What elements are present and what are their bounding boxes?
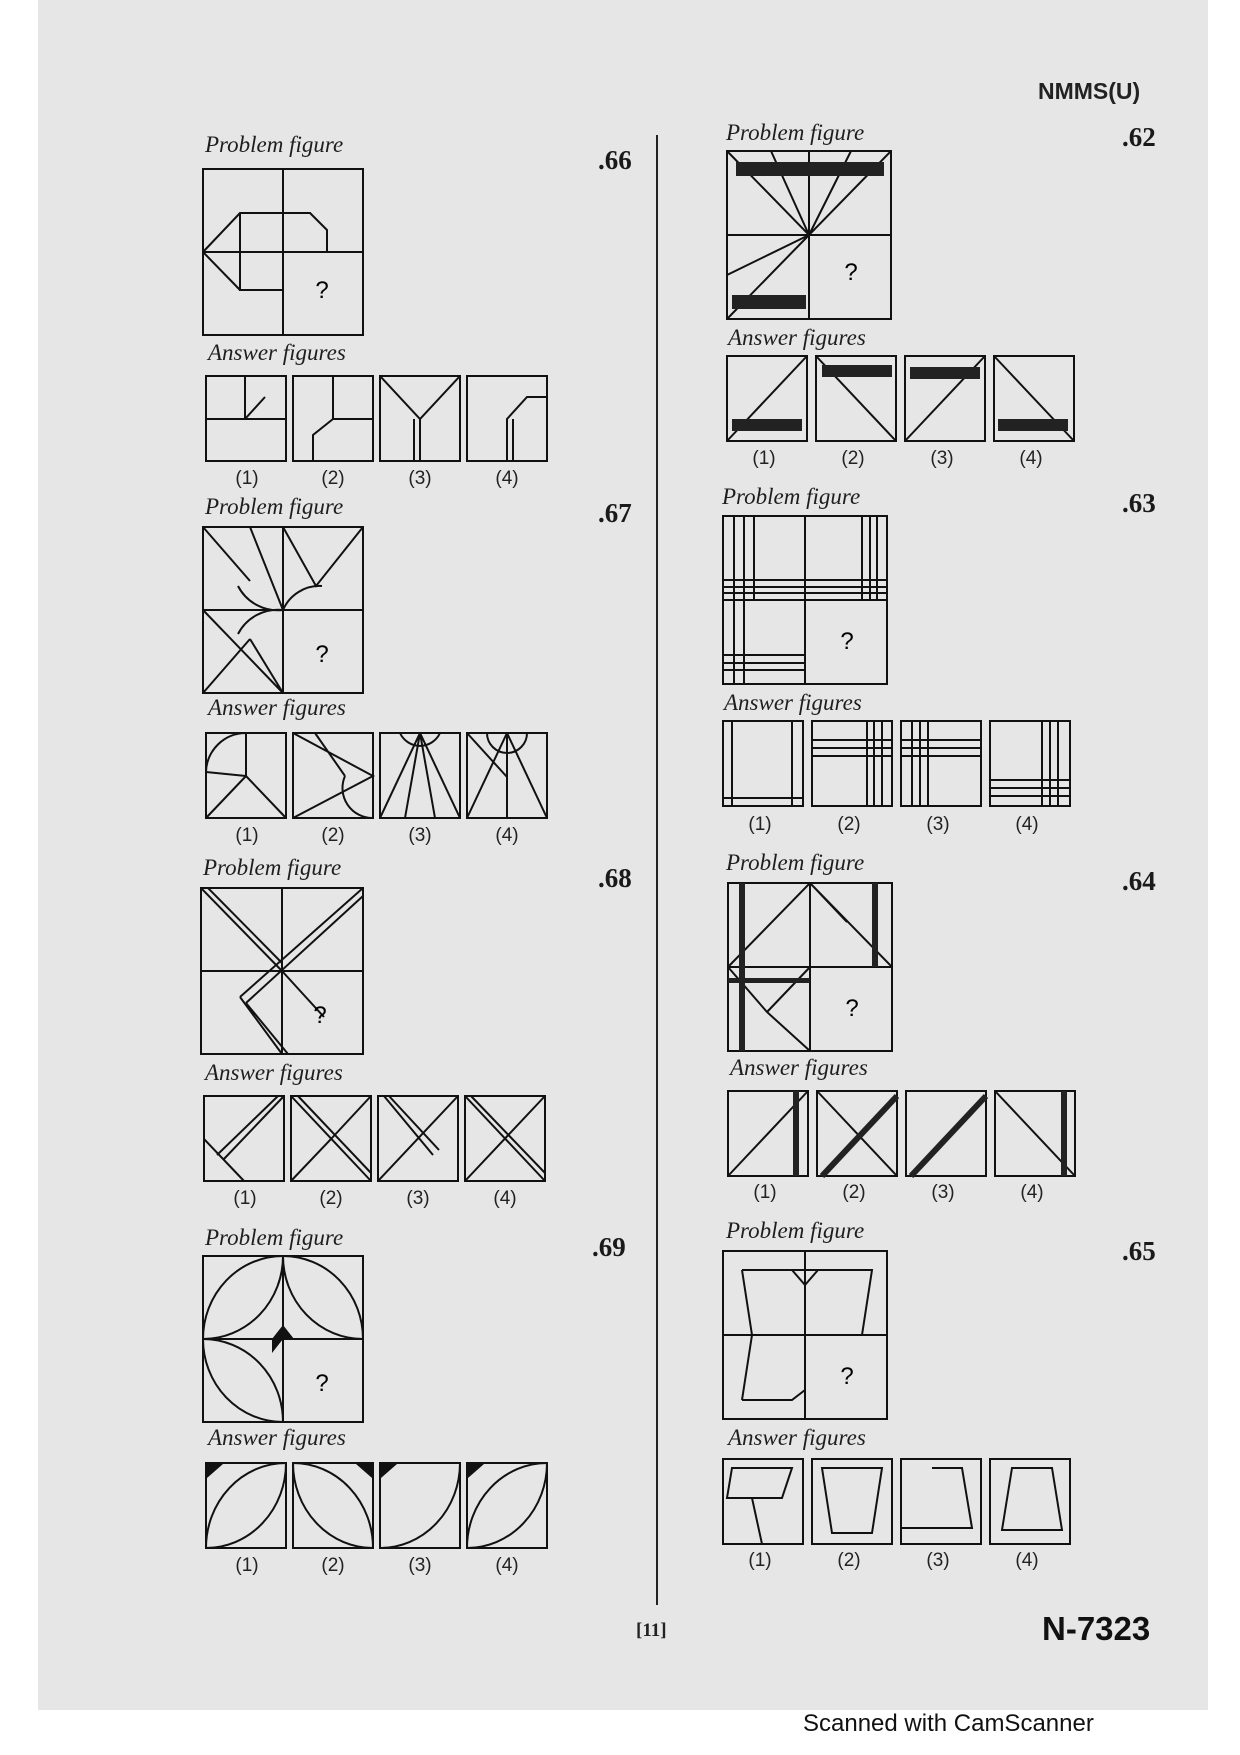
option-label-3: (3): [930, 448, 954, 469]
problem-figure-label: Problem figure: [205, 132, 344, 157]
option-label-1: (1): [235, 468, 259, 489]
answer-figures-row: [205, 732, 551, 820]
problem-figure: [200, 887, 364, 1055]
answer-figures-row: [722, 720, 1074, 808]
option-label-3: (3): [406, 1188, 430, 1209]
option-label-3: (3): [926, 1550, 950, 1571]
page-number: [11]: [636, 1620, 667, 1641]
option-label-2: (2): [321, 468, 345, 489]
option-label-1: (1): [752, 448, 776, 469]
question-mark: ?: [840, 628, 854, 655]
answer-option-2[interactable]: [293, 733, 373, 818]
problem-figure: [202, 1255, 364, 1423]
answer-figures-label: Answer figures: [208, 695, 346, 720]
question-number: .68: [598, 863, 632, 893]
problem-figure-label: Problem figure: [726, 120, 865, 145]
option-label-3: (3): [408, 1555, 432, 1576]
option-label-3: (3): [408, 468, 432, 489]
option-label-2: (2): [837, 814, 861, 835]
problem-figure: [726, 150, 892, 320]
answer-option-2[interactable]: [812, 1459, 892, 1544]
answer-figures-row: [205, 375, 551, 463]
option-label-1: (1): [753, 1182, 777, 1203]
question-mark: ?: [845, 995, 859, 1022]
question-mark: ?: [844, 259, 858, 286]
option-label-1: (1): [748, 814, 772, 835]
option-label-2: (2): [837, 1550, 861, 1571]
question-number: .63: [1122, 488, 1156, 518]
answer-option-2[interactable]: [293, 1463, 373, 1548]
option-label-4: (4): [1015, 814, 1039, 835]
answer-figures-row: [205, 1462, 551, 1550]
option-label-1: (1): [235, 825, 259, 846]
option-label-1: (1): [233, 1188, 257, 1209]
problem-figure-label: Problem figure: [722, 484, 861, 509]
option-label-2: (2): [319, 1188, 343, 1209]
exam-header-code: NMMS(U): [1038, 78, 1141, 104]
option-label-2: (2): [841, 448, 865, 469]
question-number: .62: [1122, 122, 1156, 152]
problem-figure-label: Problem figure: [726, 1218, 865, 1243]
answer-figures-label: Answer figures: [728, 1425, 866, 1450]
option-label-4: (4): [495, 1555, 519, 1576]
question-mark: ?: [315, 1370, 329, 1397]
problem-figure: [202, 168, 364, 336]
answer-figures-label: Answer figures: [208, 340, 346, 365]
option-label-4: (4): [1015, 1550, 1039, 1571]
answer-option-3[interactable]: [906, 1091, 986, 1176]
answer-figures-row: [203, 1095, 549, 1183]
question-mark: ?: [840, 1363, 854, 1390]
question-mark: ?: [315, 277, 329, 304]
option-label-4: (4): [1019, 448, 1043, 469]
option-label-3: (3): [408, 825, 432, 846]
answer-option-3[interactable]: [380, 1463, 460, 1548]
option-label-3: (3): [931, 1182, 955, 1203]
problem-figure-label: Problem figure: [203, 855, 342, 880]
answer-option-3[interactable]: [901, 1459, 981, 1544]
question-number: .69: [592, 1232, 626, 1262]
paper-code: N-7323: [1042, 1610, 1151, 1647]
problem-figure-label: Problem figure: [205, 1225, 344, 1250]
option-label-2: (2): [842, 1182, 866, 1203]
option-label-4: (4): [493, 1188, 517, 1209]
answer-figures-row: [722, 1458, 1074, 1546]
scan-watermark: Scanned with CamScanner: [803, 1710, 1094, 1737]
option-label-1: (1): [748, 1550, 772, 1571]
option-label-4: (4): [495, 468, 519, 489]
question-number: .66: [598, 145, 632, 175]
question-mark: ?: [315, 641, 329, 668]
option-label-1: (1): [235, 1555, 259, 1576]
answer-figures-row: [727, 1090, 1079, 1178]
question-number: .65: [1122, 1236, 1156, 1266]
option-label-2: (2): [321, 1555, 345, 1576]
option-label-3: (3): [926, 814, 950, 835]
answer-figures-label: Answer figures: [730, 1055, 868, 1080]
problem-figure: [727, 882, 893, 1052]
answer-option-4[interactable]: [467, 1463, 547, 1548]
answer-figures-row: [726, 355, 1078, 443]
option-label-2: (2): [321, 825, 345, 846]
answer-option-2[interactable]: [812, 721, 892, 806]
question-mark: ?: [313, 1002, 327, 1029]
answer-figures-label: Answer figures: [724, 690, 862, 715]
option-label-4: (4): [1020, 1182, 1044, 1203]
answer-option-1[interactable]: [206, 1463, 286, 1548]
answer-figures-label: Answer figures: [728, 325, 866, 350]
question-number: .67: [598, 498, 632, 528]
problem-figure: [722, 515, 888, 685]
question-number: .64: [1122, 866, 1156, 896]
problem-figure: [202, 526, 364, 694]
column-divider: [656, 135, 658, 1605]
problem-figure: [722, 1250, 888, 1420]
problem-figure-label: Problem figure: [205, 494, 344, 519]
problem-figure-label: Problem figure: [726, 850, 865, 875]
answer-figures-label: Answer figures: [208, 1425, 346, 1450]
option-label-4: (4): [495, 825, 519, 846]
answer-figures-label: Answer figures: [205, 1060, 343, 1085]
